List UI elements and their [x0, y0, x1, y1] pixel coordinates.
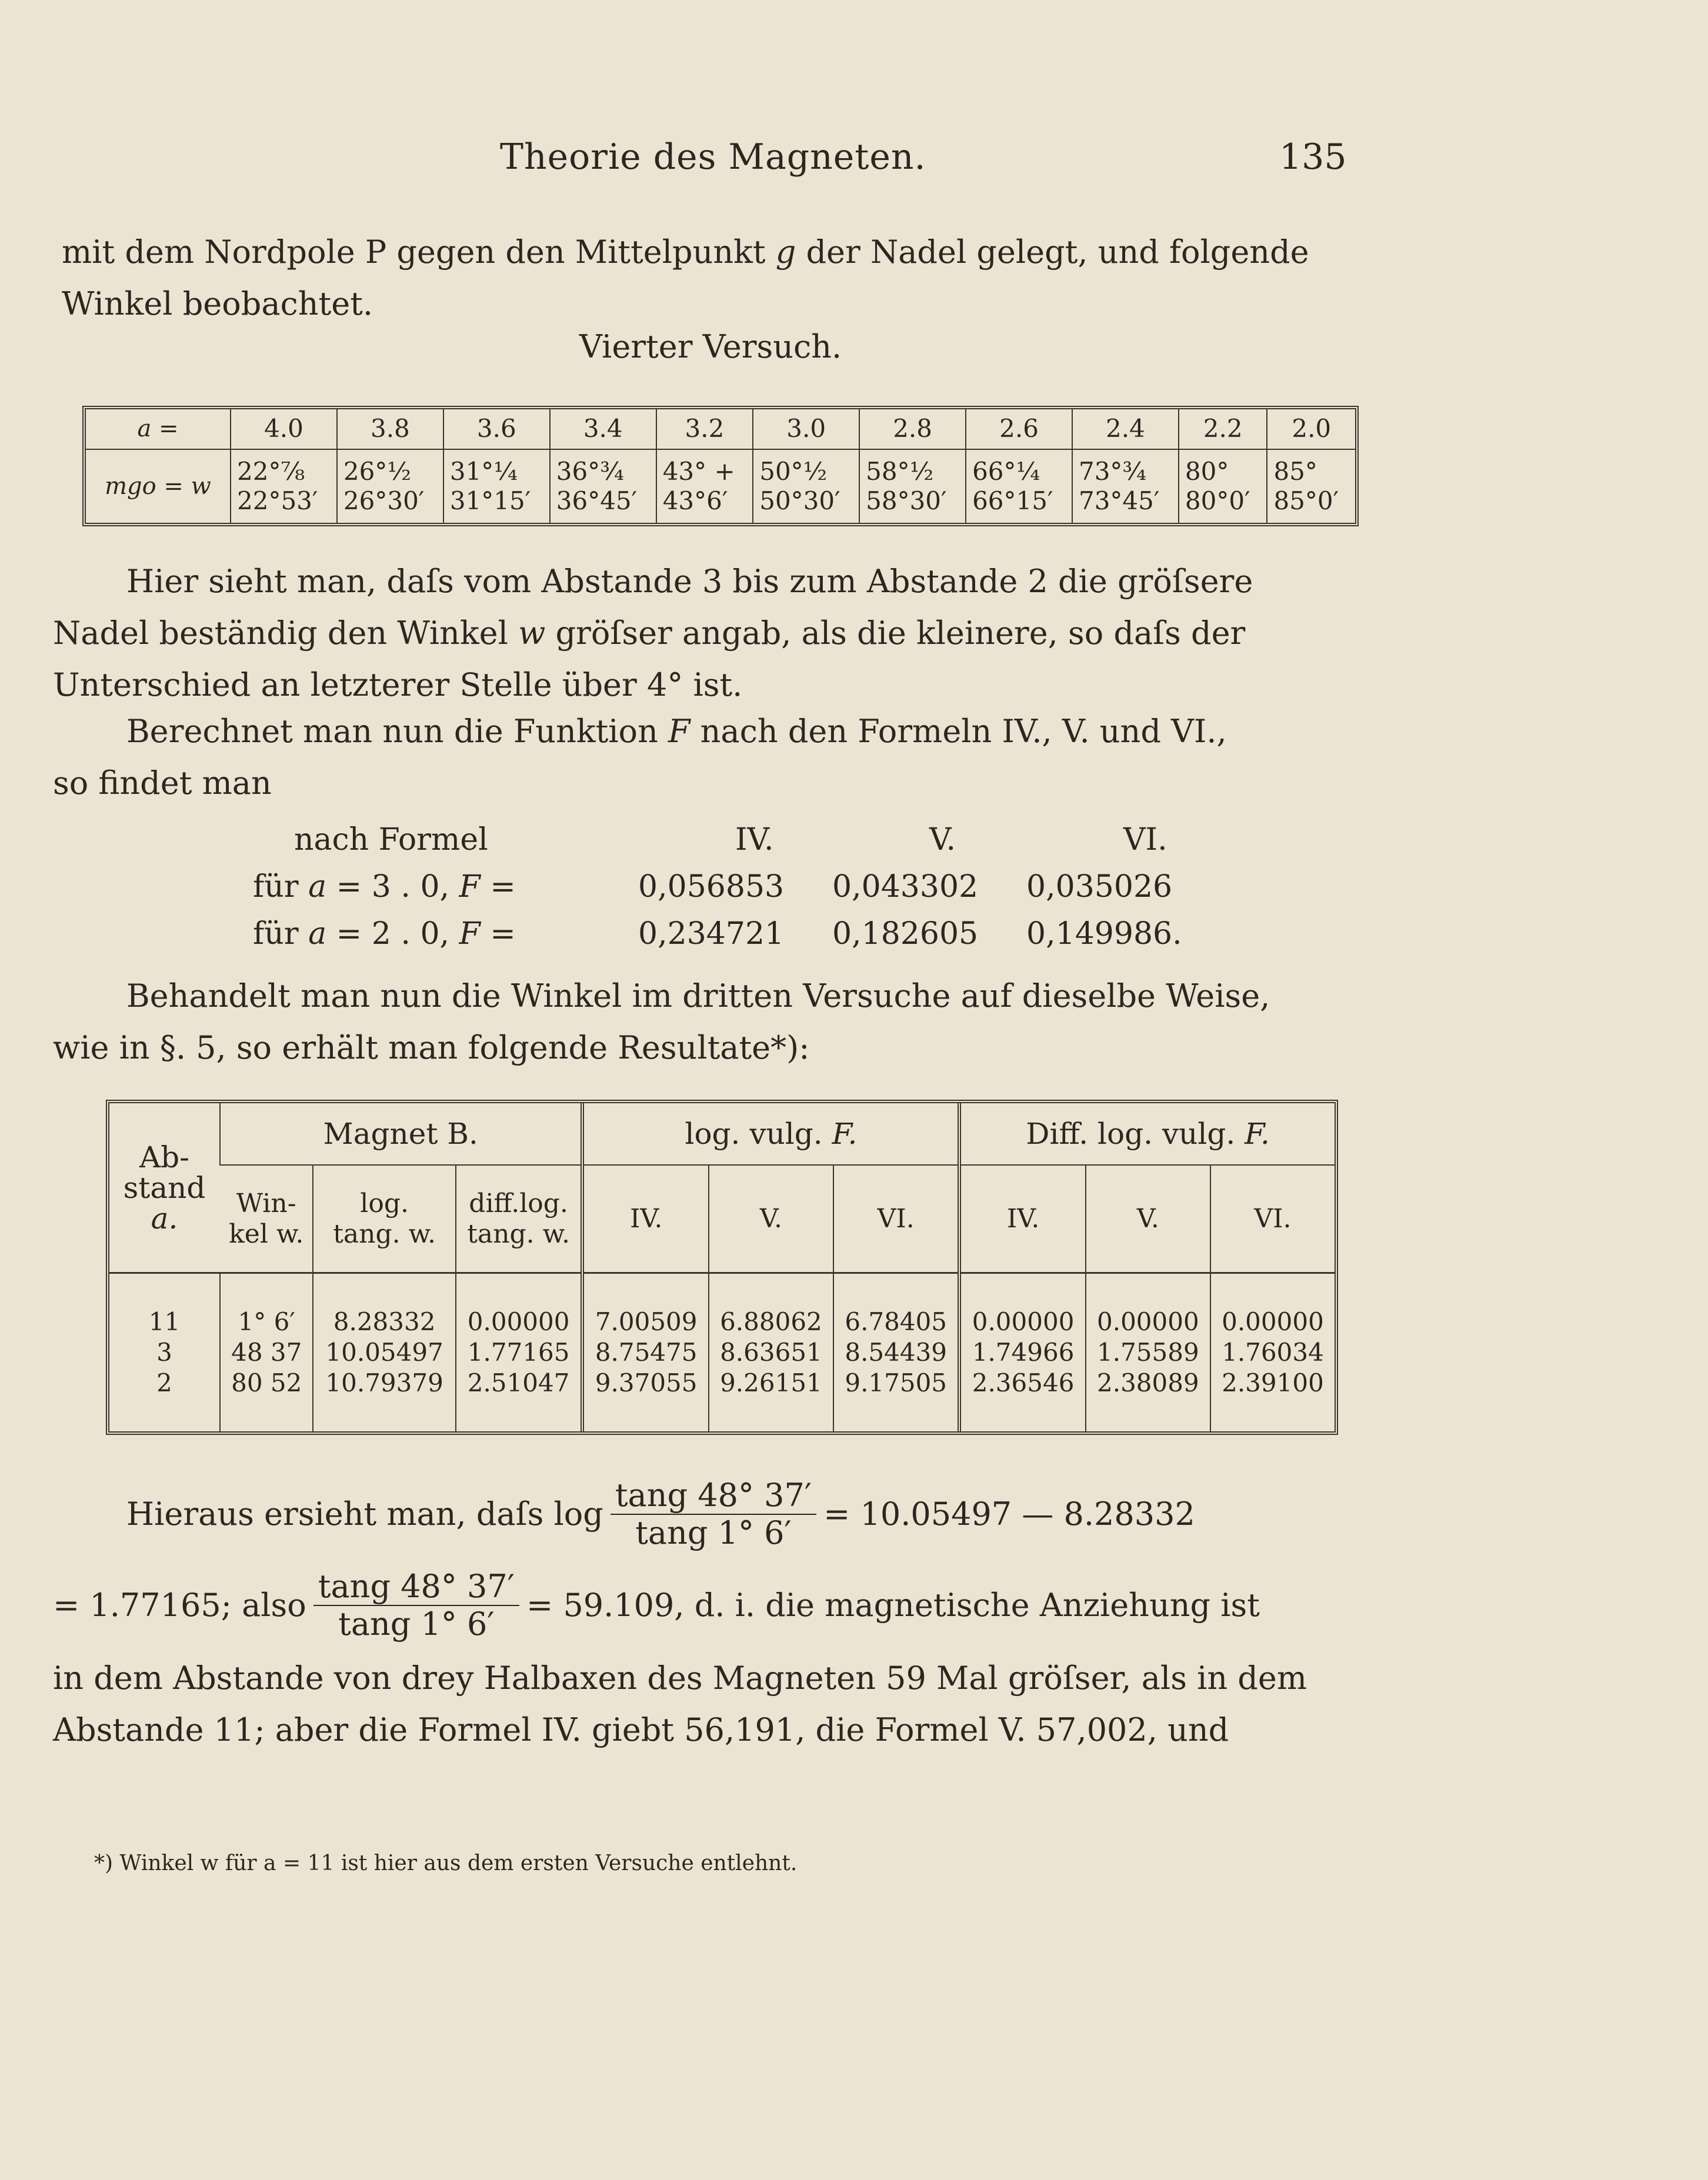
text-line: so findet man [53, 764, 272, 802]
cell-value: 36°45′ [556, 486, 638, 515]
col-difflog [456, 1273, 583, 1431]
cell-value: 8.63651 [720, 1338, 822, 1367]
header-label: nach Formel [294, 822, 488, 857]
fraction-denominator: tang 1° 6′ [635, 1514, 792, 1551]
table-cell: 3.8 [337, 409, 443, 449]
running-head: Theorie des Magneten. [500, 136, 926, 178]
fraction-denominator: tang 1° 6′ [338, 1605, 495, 1642]
value-v: 0,043302 [832, 869, 979, 904]
value-vi: 0,035026 [1026, 869, 1173, 904]
text-line: Behandelt man nun die Winkel im dritten Versuche auf dieselbe Weise, [126, 977, 1270, 1014]
footnote: *) Winkel w für a = 11 ist hier aus dem ersten Versuche entlehnt. [94, 1851, 798, 1875]
cell-value: 80 52 [231, 1368, 302, 1398]
table-cell: 2.4 [1072, 409, 1179, 449]
cell-value: 1.74966 [972, 1338, 1075, 1367]
paragraph-observation [53, 556, 1253, 711]
header-text: kel w. [229, 1218, 304, 1249]
paragraph-intro [62, 226, 1309, 330]
cell-value: 9.17505 [845, 1368, 948, 1398]
table-row-distance [86, 409, 1355, 449]
table-cell [656, 449, 753, 523]
cell-value: 1.77165 [467, 1338, 570, 1367]
cell-value: 73°45′ [1078, 486, 1160, 515]
symbol-g: g [775, 233, 796, 271]
cell-value: 8.54439 [845, 1338, 948, 1367]
col-log-iv [582, 1273, 708, 1431]
fraction-numerator: tang 48° 37′ [313, 1568, 519, 1606]
cell-value: 48 37 [231, 1338, 302, 1367]
text-line: Hier sieht man, daſs vom Abstande 3 bis zum Abstande 2 die gröſsere [126, 563, 1253, 600]
cell-value: 50°½ [759, 456, 828, 486]
paragraph-compute [53, 706, 1227, 809]
subheader-v: V. [1086, 1165, 1210, 1273]
table-cell [550, 449, 656, 523]
cell-value: 43° + [662, 456, 735, 486]
text-line: Berechnet man nun die Funktion [126, 713, 658, 750]
cell-value: 1.75589 [1097, 1338, 1199, 1367]
cell-value: 50°30′ [759, 486, 840, 515]
symbol-F: F. [1245, 1116, 1270, 1151]
cell-value: 66°15′ [972, 486, 1053, 515]
subheader-logtang [313, 1165, 455, 1273]
equals-sign: = [490, 869, 516, 904]
cell-value: 22°53′ [237, 486, 318, 515]
cell-value: 73°¾ [1078, 456, 1147, 486]
cell-value: 22°⅞ [237, 456, 305, 486]
cell-value: 36°¾ [556, 456, 624, 486]
subheader-iv: IV. [959, 1165, 1085, 1273]
formula-row [253, 910, 1317, 957]
symbol-F: F [668, 713, 690, 750]
prefix: für [253, 916, 299, 952]
table-subheader-row [109, 1165, 1335, 1273]
fraction-numerator: tang 48° 37′ [611, 1477, 816, 1515]
table-cell: 3.0 [753, 409, 859, 449]
cell-value: 6.88062 [720, 1307, 822, 1337]
col-diff-vi [1210, 1273, 1335, 1431]
cell-value: 58°½ [866, 456, 934, 486]
table-cell: 4.0 [231, 409, 337, 449]
cell-value: 66°¼ [972, 456, 1040, 486]
text-line: Unterschied an letzterer Stelle über 4° ist. [53, 666, 743, 703]
fraction [313, 1568, 519, 1642]
text-line: Nadel beständig den Winkel [53, 615, 508, 652]
header-text: a. [151, 1201, 178, 1236]
paragraph-results [53, 970, 1270, 1074]
table-row-angle [86, 449, 1355, 523]
table-cell [753, 449, 859, 523]
symbol-w: w [518, 615, 546, 652]
formula-row [253, 863, 1317, 910]
symbol-a: a [308, 916, 327, 952]
cell-value: 2.38089 [1097, 1368, 1199, 1398]
cell-value: 2.51047 [467, 1368, 570, 1398]
col-diff-iv [959, 1273, 1085, 1431]
table-cell: 2.0 [1267, 409, 1355, 449]
header-text: Win- [236, 1188, 296, 1218]
table-cell [1179, 449, 1267, 523]
header-log [582, 1103, 959, 1165]
table-cell [231, 449, 337, 523]
equation-line [53, 1470, 1394, 1558]
fraction [611, 1477, 816, 1551]
subheader-vi: VI. [833, 1165, 959, 1273]
cell-value: 80°0′ [1185, 486, 1250, 515]
cell-value: 2.39100 [1222, 1368, 1324, 1398]
table-cell [443, 449, 550, 523]
subheader-winkel [220, 1165, 313, 1273]
cell-value: 3 [156, 1338, 172, 1367]
cell-value: 0.00000 [1097, 1307, 1199, 1337]
cell-value: 26°½ [343, 456, 412, 486]
subheader-iv: IV. [582, 1165, 708, 1273]
table-cell: 2.2 [1179, 409, 1267, 449]
cell-value: 31°15′ [449, 486, 531, 515]
equation-line [53, 1558, 1394, 1652]
row-label: mgo = w [105, 472, 211, 500]
subheader-vi: VI. [1210, 1165, 1335, 1273]
text-line: = 10.05497 — 8.28332 [823, 1495, 1195, 1533]
cell-value: 8.28332 [333, 1307, 436, 1337]
header-text: Ab- [139, 1140, 189, 1174]
text-line: Abstande 11; aber die Formel IV. giebt 56,191, die Formel V. 57,002, und [53, 1711, 1229, 1748]
header-text: diff.log. [469, 1188, 568, 1218]
col-winkel [220, 1273, 313, 1431]
equals-sign: = [490, 916, 516, 952]
cell-value: 0.00000 [467, 1307, 570, 1337]
cell-value: 10.79379 [325, 1368, 443, 1398]
header-magnet: Magnet B. [220, 1103, 582, 1165]
header-abstand [109, 1103, 220, 1273]
table-cell [966, 449, 1072, 523]
col-diff-v [1086, 1273, 1210, 1431]
text-line: der Nadel gelegt, und folgende [806, 233, 1309, 271]
row-label: a = [86, 409, 231, 449]
cell-value: 6.78405 [845, 1307, 948, 1337]
header-diff [959, 1103, 1335, 1165]
table-cell: 3.4 [550, 409, 656, 449]
cell-value: 43°6′ [662, 486, 728, 515]
table-cell: 2.8 [859, 409, 966, 449]
text-line: Hieraus ersieht man, daſs log [126, 1495, 603, 1533]
header-text: tang. w. [333, 1218, 436, 1249]
text-line: in dem Abstande von drey Halbaxen des Magneten 59 Mal gröſser, als in dem [53, 1660, 1307, 1697]
table-cell [859, 449, 966, 523]
subheader-v: V. [709, 1165, 833, 1273]
cell-value: 0.00000 [1222, 1307, 1324, 1337]
symbol-a: a [308, 869, 327, 904]
paragraph-conclusion [53, 1470, 1394, 1756]
table-cell [337, 449, 443, 523]
equation-part: = 2 . 0, [336, 916, 450, 952]
header-text: log. [360, 1188, 409, 1218]
cell-value: 85°0′ [1273, 486, 1339, 515]
formula-results [253, 816, 1317, 957]
cell-value: 0.00000 [972, 1307, 1075, 1337]
cell-value: 85° [1273, 456, 1317, 486]
cell-value: 58°30′ [866, 486, 947, 515]
text-line: = 1.77165; also [53, 1587, 306, 1624]
table-cell: 3.6 [443, 409, 550, 449]
col-log-v [709, 1273, 833, 1431]
header-text: tang. w. [467, 1218, 571, 1249]
table-header-row [109, 1103, 1335, 1165]
cell-value: 11 [148, 1307, 181, 1337]
value-iv: 0,234721 [638, 916, 785, 952]
text-line: Winkel beobachtet. [62, 285, 373, 322]
col-log-vi [833, 1273, 959, 1431]
col-abstand [109, 1273, 220, 1431]
table-cell: 2.6 [966, 409, 1072, 449]
subheader-difflog [456, 1165, 583, 1273]
results-table [106, 1100, 1338, 1435]
cell-value: 10.05497 [325, 1338, 443, 1367]
text-line: mit dem Nordpole P gegen den Mittelpunkt [62, 233, 766, 271]
cell-value: 80° [1185, 456, 1229, 486]
text-line: = 59.109, d. i. die magnetische Anziehung ist [526, 1587, 1260, 1624]
cell-value: 1.76034 [1222, 1338, 1324, 1367]
table-cell [1267, 449, 1355, 523]
text-line: nach den Formeln IV., V. und VI., [700, 713, 1227, 750]
col-header: IV. [735, 822, 774, 857]
symbol-F: F [459, 916, 481, 952]
section-title: Vierter Versuch. [579, 328, 842, 365]
col-logtang [313, 1273, 455, 1431]
formula-header [253, 816, 1317, 863]
cell-value: 9.37055 [595, 1368, 698, 1398]
value-vi: 0,149986. [1026, 916, 1182, 952]
symbol-F: F. [832, 1116, 858, 1151]
prefix: für [253, 869, 299, 904]
page-number: 135 [1279, 136, 1347, 178]
cell-value: 9.26151 [720, 1368, 822, 1398]
col-header: VI. [1123, 822, 1167, 857]
col-header: V. [929, 822, 956, 857]
equation-part: = 3 . 0, [336, 869, 450, 904]
cell-value: 26°30′ [343, 486, 425, 515]
table-cell [1072, 449, 1179, 523]
cell-value: 1° 6′ [238, 1307, 295, 1337]
symbol-F: F [459, 869, 481, 904]
header-text: log. vulg. [685, 1116, 823, 1151]
cell-value: 8.75475 [595, 1338, 698, 1367]
table-cell: 3.2 [656, 409, 753, 449]
cell-value: 7.00509 [595, 1307, 698, 1337]
text-line: gröſser angab, als die kleinere, so daſs der [555, 615, 1246, 652]
text-line: wie in §. 5, so erhält man folgende Resultate*): [53, 1029, 810, 1066]
header-text: Diff. log. vulg. [1026, 1116, 1236, 1151]
value-iv: 0,056853 [638, 869, 785, 904]
value-v: 0,182605 [832, 916, 979, 952]
cell-value: 2 [156, 1368, 172, 1398]
header-text: stand [123, 1170, 206, 1205]
cell-value: 2.36546 [972, 1368, 1075, 1398]
table-data-block [109, 1273, 1335, 1431]
cell-value: 31°¼ [449, 456, 518, 486]
angle-table [82, 406, 1359, 526]
